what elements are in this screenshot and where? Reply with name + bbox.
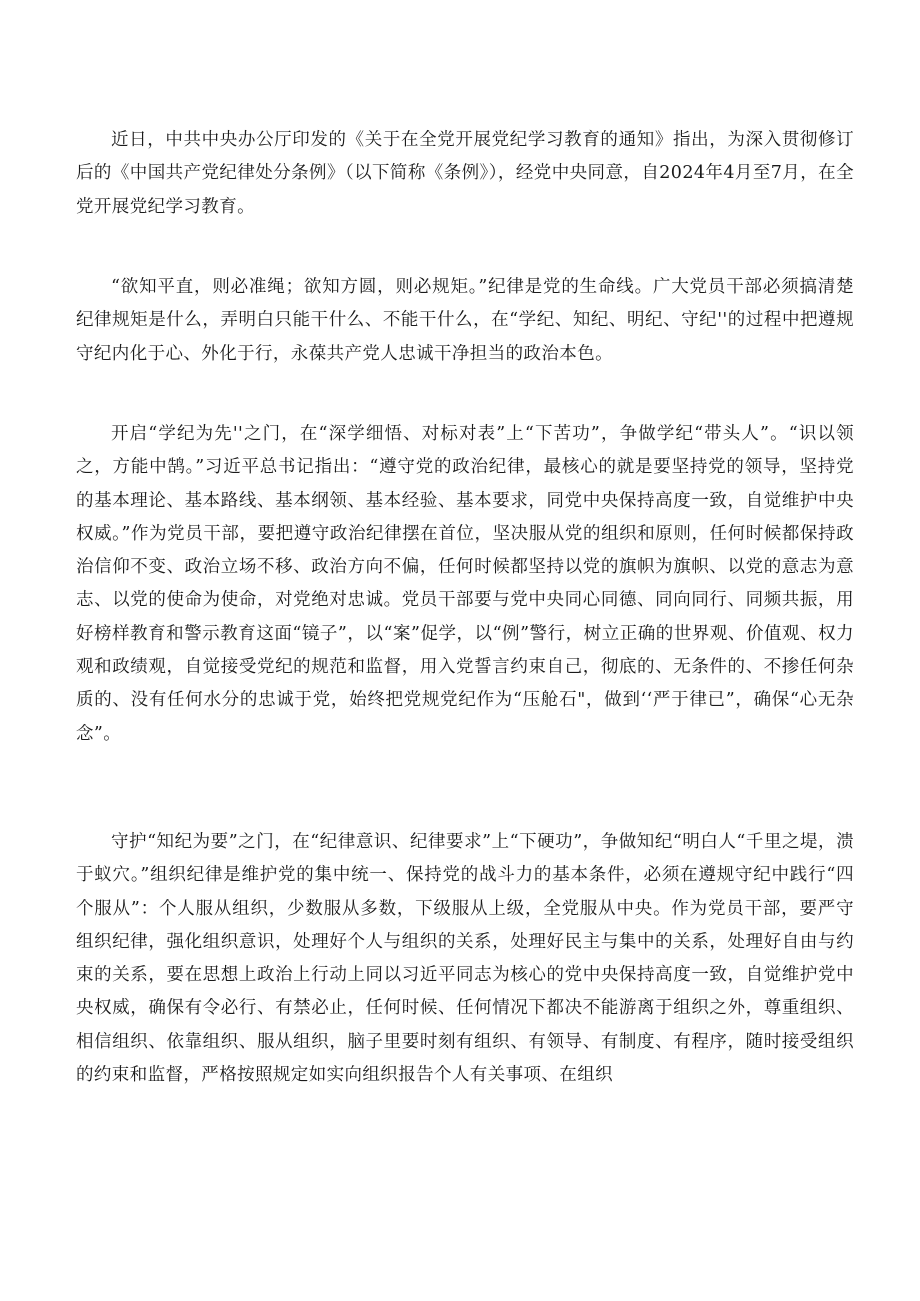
paragraph-intro: 近日，中共中央办公厅印发的《关于在全党开展党纪学习教育的通知》指出，为深入贯彻修订后的《中国共产党纪律处分条例》（以下简称《条例》），经党中央同意，自2024年4月至7月，在全党开展党纪学习教育。 <box>76 130 854 217</box>
paragraph-discipline-lifeline: “欲知平直，则必准绳；欲知方圆，则必规矩。”纪律是党的生命线。广大党员干部必须搞清楚纪律规矩是什么，弄明白只能干什么、不能干什么，在“学纪、知纪、明纪、守纪''的过程中把遵规守纪内化于心、外化于行，永葆共产党人忠诚干净担当的政治本色。 <box>76 277 854 364</box>
paragraph-know-discipline: 守护“知纪为要”之门，在“纪律意识、纪律要求”上“下硬功”，争做知纪“明白人“千里之堤，溃于蚁穴。”组织纪律是维护党的集中统一、保持党的战斗力的基本条件，必须在遵规守纪中践行“四个服从”：个人服从组织，少数服从多数，下级服从上级，全党服从中央。作为党员干部，要严守组织纪律，强化组织意识，处理好个人与组织的关系，处理好民主与集中的关系，处理好自由与约束的关系，要在思想上政治上行动上同以习近平同志为核心的党中央保持高度一致，自觉维护党中央权威，确保有令必行、有禁必止，任何时候、任何情况下都决不能游离于组织之外，尊重组织、相信组织、依靠组织、服从组织，脑子里要时刻有组织、有领导、有制度、有程序，随时接受组织的约束和监督，严格按照规定如实向组织报告个人有关事项、在组织 <box>76 832 854 1086</box>
paragraph-learn-discipline: 开启“学纪为先''之门，在“深学细悟、对标对表”上“下苦功”，争做学纪“带头人”。“识以领之，方能中鹄。”习近平总书记指出：“遵守党的政治纪律，最核心的就是要坚持党的领导，坚持党的基本理论、基本路线、基本纲领、基本经验、基本要求，同党中央保持高度一致，自觉维护中央权威。”作为党员干部，要把遵守政治纪律摆在首位，坚决服从党的组织和原则，任何时候都保持政治信仰不变、政治立场不移、政治方向不偏，任何时候都坚持以党的旗帜为旗帜、以党的意志为意志、以党的使命为使命，对党绝对忠诚。党员干部要与党中央同心同德、同向同行、同频共振，用好榜样教育和警示教育这面“镜子”，以“案”促学，以“例”警行，树立正确的世界观、价值观、权力观和政绩观，自觉接受党纪的规范和监督，用入党誓言约束自己，彻底的、无条件的、不掺任何杂质的、没有任何水分的忠诚于党，始终把党规党纪作为“压舱石"，做到‘‘严于律已”，确保“心无杂念”。 <box>76 424 854 744</box>
